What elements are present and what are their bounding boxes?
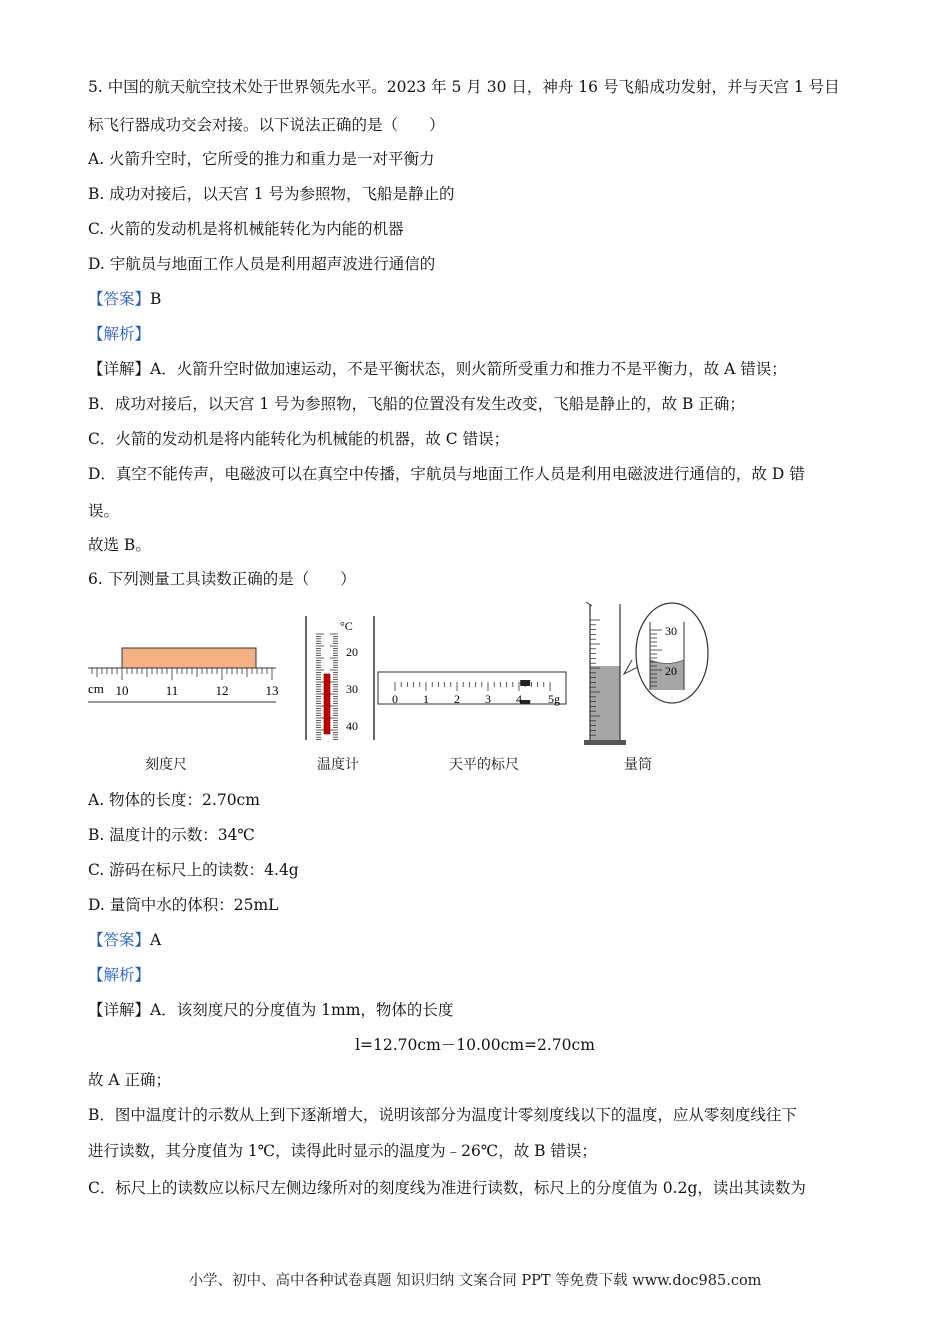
q5-option-d: D. 宇航员与地面工作人员是利用超声波进行通信的 (88, 255, 436, 273)
q5-option-a: A. 火箭升空时，它所受的推力和重力是一对平衡力 (88, 150, 435, 168)
answer-label: 【答案】 (88, 290, 151, 308)
q6-detail-b1: B．图中温度计的示数从上到下逐渐增大，说明该部分为温度计零刻度线以下的温度，应从零刻度线往下 (88, 1106, 797, 1124)
balance-label-0: 0 (392, 692, 398, 706)
q6-stem: 6. 下列测量工具读数正确的是（ ） (88, 570, 356, 588)
ruler-label-12: 12 (215, 683, 229, 698)
balance-caption: 天平的标尺 (449, 757, 519, 773)
q6-option-a: A. 物体的长度：2.70cm (88, 791, 260, 809)
q6-detail-c1: C．标尺上的读数应以标尺左侧边缘所对的刻度线为准进行读数，标尺上的分度值为 0.2g，读出其读数为 (88, 1179, 806, 1197)
q5-detail-d2: 误。 (88, 502, 120, 520)
cylinder-figure (580, 600, 715, 748)
answer-value: A (150, 931, 162, 949)
balance-rider-top (520, 680, 530, 686)
q6-option-c: C. 游码在标尺上的读数：4.4g (88, 861, 299, 879)
balance-label-5g: 5g (548, 692, 560, 706)
magnifier-label-30: 30 (665, 624, 677, 638)
thermometer-caption: 温度计 (317, 757, 359, 773)
balance-label-2: 2 (454, 692, 460, 706)
page-footer: 小学、初中、高中各种试卷真题 知识归纳 文案合同 PPT 等免费下载 www.doc985.com (188, 1273, 762, 1289)
q6-formula: l=12.70cm－10.00cm=2.70cm (355, 1036, 595, 1054)
thermometer-label-40: 40 (346, 719, 358, 733)
detail-label: 【详解】 (88, 360, 151, 378)
balance-label-1: 1 (423, 692, 429, 706)
thermometer-label-30: 30 (346, 682, 358, 696)
ruler-label-11: 11 (165, 683, 179, 698)
q5-detail-a (88, 358, 787, 380)
thermometer-label-20: 20 (346, 645, 358, 659)
balance-label-3: 3 (485, 692, 491, 706)
q5-answer (88, 288, 161, 310)
q5-option-b: B. 成功对接后，以天宫 1 号为参照物，飞船是静止的 (88, 185, 455, 203)
thermometer-liquid (324, 674, 330, 734)
answer-value: B (150, 290, 162, 308)
q5-option-c: C. 火箭的发动机是将机械能转化为内能的机器 (88, 220, 404, 238)
magnifier-label-20: 20 (665, 664, 677, 678)
q6-detail-b2: 进行读数，其分度值为 1℃，读得此时显示的温度为﹣26℃，故 B 错误； (88, 1142, 597, 1160)
q6-detail-a2: 故 A 正确； (88, 1071, 172, 1089)
balance-figure (376, 668, 570, 708)
detail-a-text: A．该刻度尺的分度值为 1mm，物体的长度 (150, 1001, 454, 1019)
q5-detail-c: C．火箭的发动机是将内能转化为机械能的机器，故 C 错误； (88, 430, 510, 448)
ruler-caption: 刻度尺 (145, 757, 187, 773)
q6-option-d: D. 量筒中水的体积：25mL (88, 896, 279, 914)
detail-a-text: A．火箭升空时做加速运动，不是平衡状态，则火箭所受重力和推力不是平衡力，故 A 错误； (150, 360, 787, 378)
q5-analysis-label: 【解析】 (88, 325, 151, 343)
q6-option-b: B. 温度计的示数：34℃ (88, 826, 255, 844)
q5-stem-line2: 标飞行器成功交会对接。以下说法正确的是（ ） (88, 116, 445, 134)
q6-analysis-label: 【解析】 (88, 966, 151, 984)
ruler-ticks (92, 668, 272, 680)
cylinder-spout (586, 602, 592, 606)
ruler-figure (86, 640, 280, 710)
answer-label: 【答案】 (88, 931, 151, 949)
q5-conclusion: 故选 B。 (88, 536, 151, 554)
cylinder-base (584, 740, 626, 745)
q5-detail-b: B．成功对接后，以天宫 1 号为参照物，飞船的位置没有发生改变，飞船是静止的，故 B 正确； (88, 395, 745, 413)
ruler-object (122, 648, 256, 668)
cylinder-caption: 量筒 (624, 757, 652, 773)
q6-answer (88, 929, 161, 951)
ruler-label-10: 10 (115, 683, 129, 698)
q5-stem-line1: 5. 中国的航天航空技术处于世界领先水平。2023 年 5 月 30 日，神舟 16 号飞船成功发射，并与天宫 1 号目 (88, 78, 840, 96)
balance-label-4: 4 (516, 692, 522, 706)
thermometer-figure (300, 614, 380, 742)
ruler-unit: cm (88, 681, 104, 696)
q6-detail-a (88, 999, 453, 1021)
thermometer-unit: °C (340, 619, 353, 633)
q5-detail-d1: D．真空不能传声，电磁波可以在真空中传播，宇航员与地面工作人员是利用电磁波进行通信的，故 D 错 (88, 465, 805, 483)
balance-frame (378, 672, 566, 704)
detail-label: 【详解】 (88, 1001, 151, 1019)
ruler-label-13: 13 (265, 683, 279, 698)
